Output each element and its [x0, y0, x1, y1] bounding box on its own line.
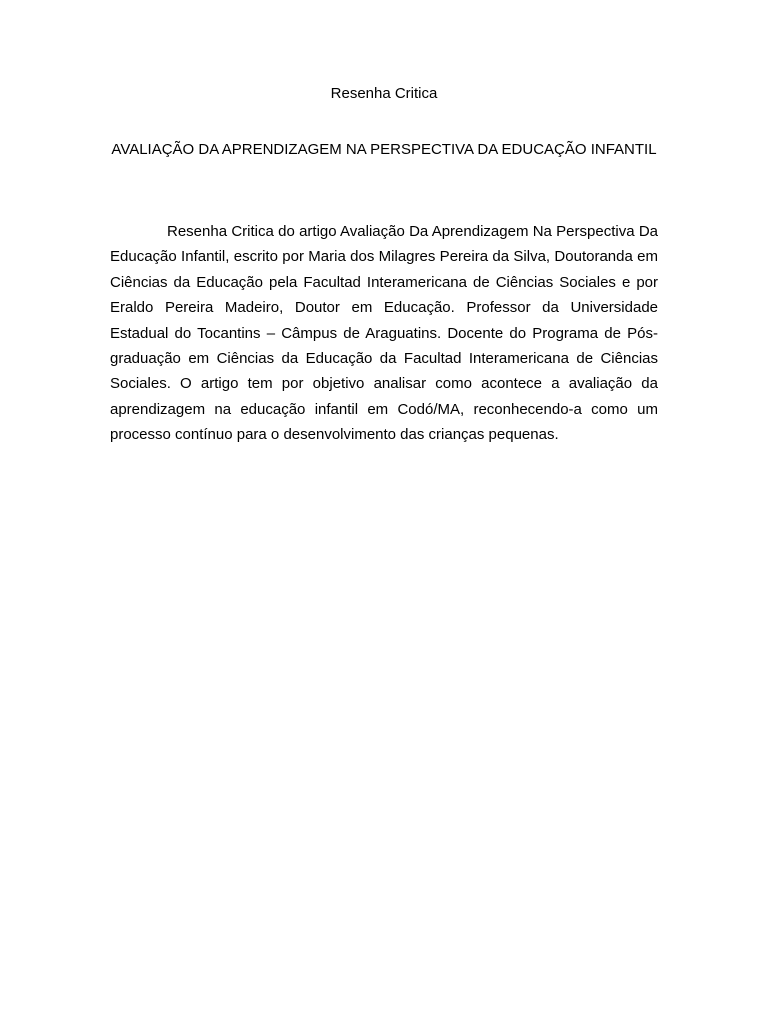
- document-body-paragraph: Resenha Critica do artigo Avaliação Da Aprendizagem Na Perspectiva Da Educação Infantil, escrito por Maria dos Milagres Pereira da Silva, Doutoranda em Ciências da Educação pela Facultad Interamericana de Ciências Sociales e por Eraldo Pereira Madeiro, Doutor em Educação. Professor da Universidade Estadual do Tocantins – Câmpus de Araguatins. Docente do Programa de Pós-graduação em Ciências da Educação da Facultad Interamericana de Ciências Sociales. O artigo tem por objetivo analisar como acontece a avaliação da aprendizagem na educação infantil em Codó/MA, reconhecendo-a como um processo contínuo para o desenvolvimento das crianças pequenas.: [110, 223, 658, 444]
- document-title: AVALIAÇÃO DA APRENDIZAGEM NA PERSPECTIVA DA EDUCAÇÃO INFANTIL: [111, 141, 657, 158]
- document-label: Resenha Critica: [330, 85, 438, 102]
